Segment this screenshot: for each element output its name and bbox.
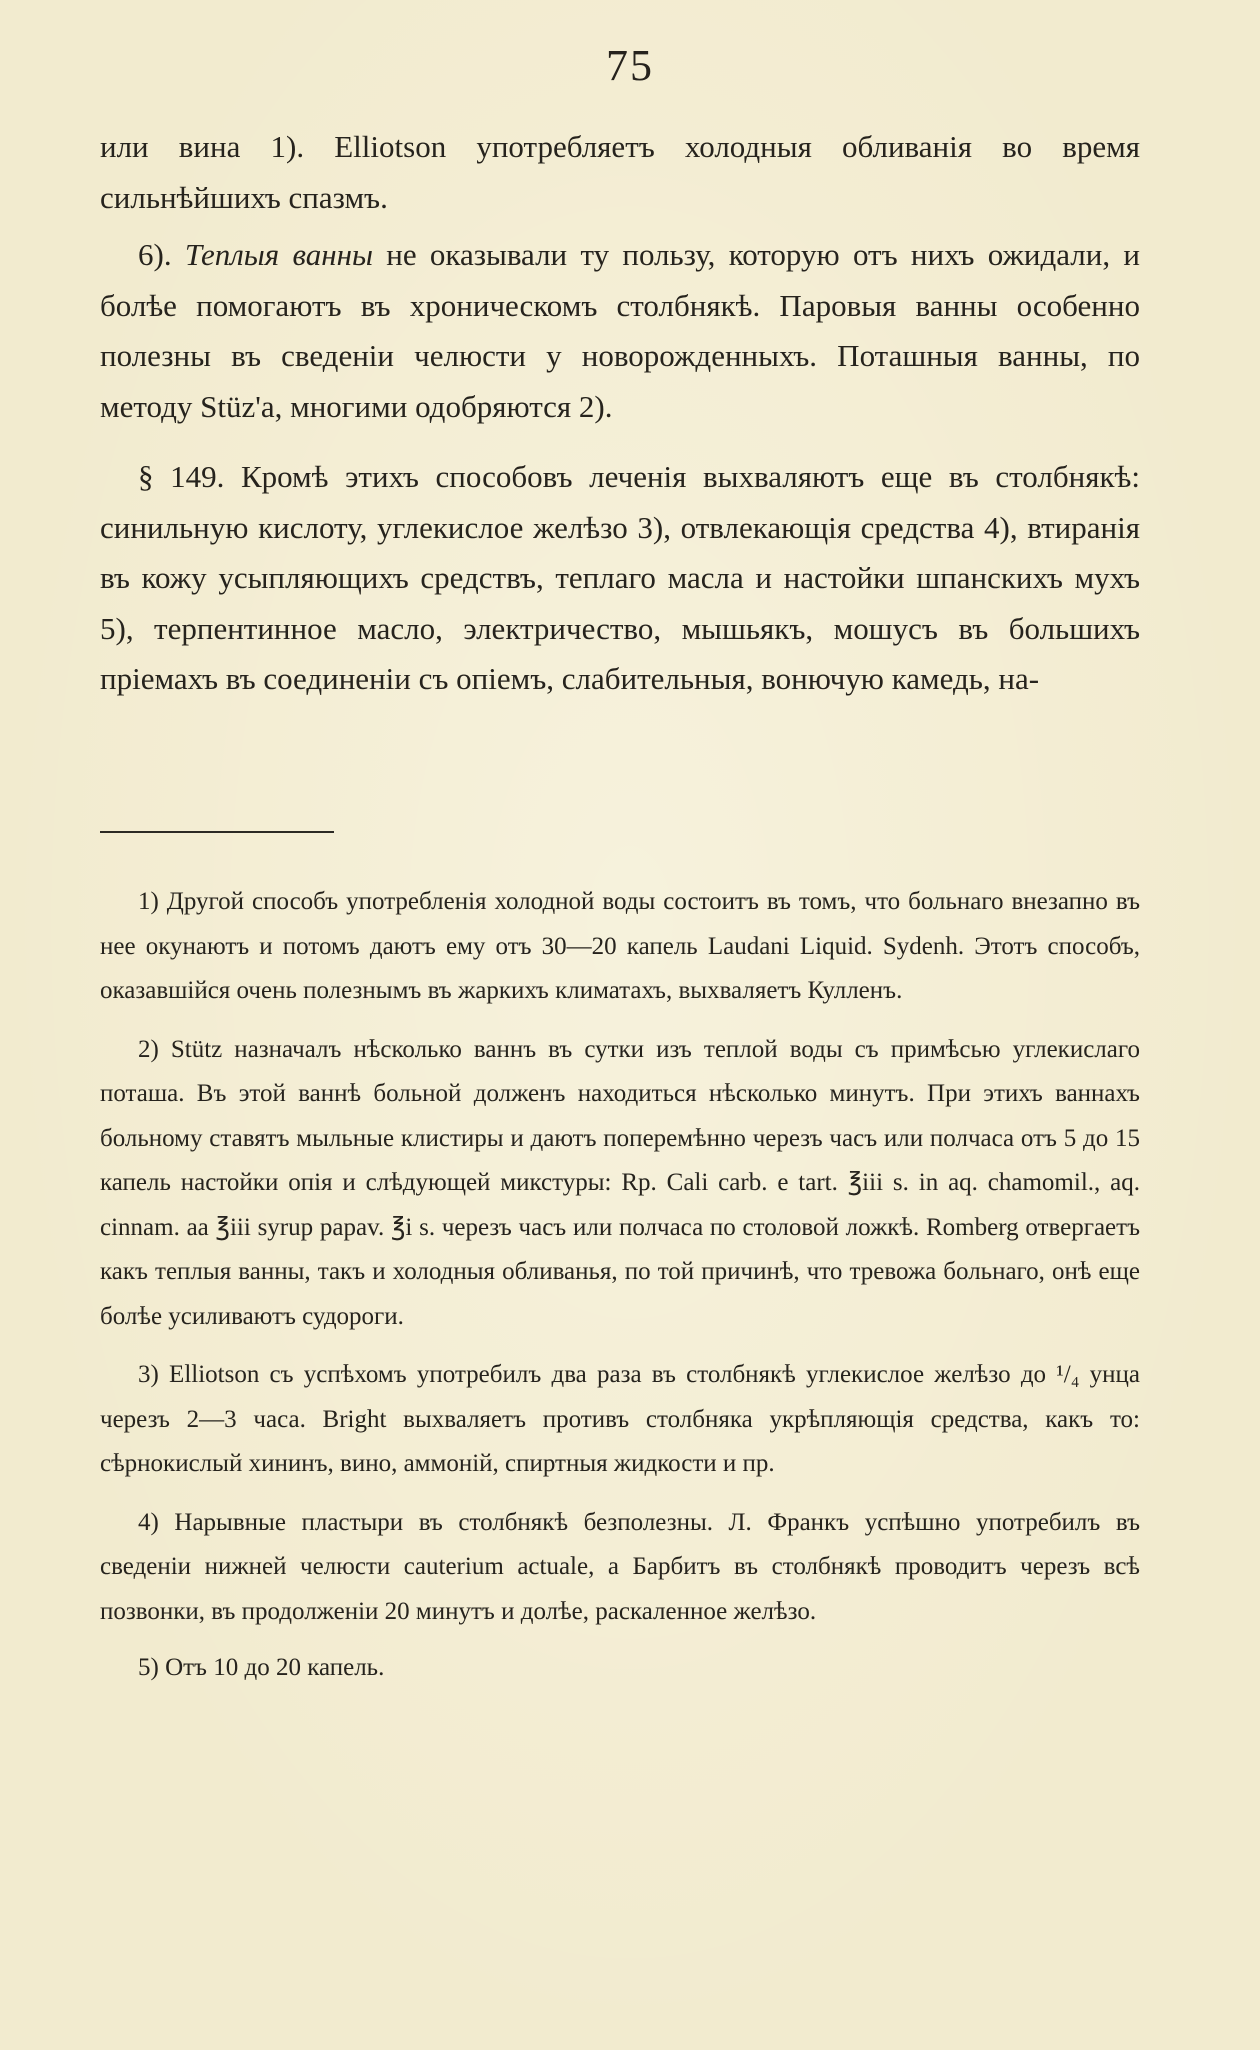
footnote-1: 1) Другой способъ употребленія холодной воды состоитъ въ томъ, что больнаго внезапно въ нее окунаютъ и потомъ даютъ ему отъ 30—20 капель Laudani Liquid. Sydenh. Этотъ способъ, оказавшійся очень полезнымъ въ жаркихъ климатахъ, выхваляетъ Кулленъ. xyxy=(100,888,1140,1004)
footnote-4: 4) Нарывные пластыри въ столбнякѣ безполезны. Л. Франкъ успѣшно употребилъ въ сведеніи нижней челюсти cauterium actuale, а Барбитъ въ столбнякѣ проводитъ черезъ всѣ позвонки, въ продолженіи 20 минутъ и долѣе, раскаленное желѣзо. xyxy=(100,1508,1140,1625)
paragraph-warm-baths xyxy=(100,230,1140,432)
footnote-separator xyxy=(100,831,334,833)
page-number: 75 xyxy=(606,41,654,90)
italic-term: Теплыя ванны xyxy=(184,237,373,272)
paragraph-continuation: или вина 1). Elliotson употребляетъ холодныя обливанія во время сильнѣйшихъ спазмъ. xyxy=(100,129,1140,215)
footnote-3: 3) Elliotson съ успѣхомъ употребилъ два раза въ столбнякѣ углекислое желѣзо до ¹/₄ унца черезъ 2—3 часа. Bright выхваляетъ противъ столбняка укрѣпляющія средства, какъ то: сѣрнокислый хининъ, вино, аммоній, спиртныя жидкости и пр. xyxy=(100,1361,1140,1477)
footnote-5: 5) Отъ 10 до 20 капель. xyxy=(138,1654,385,1681)
footnotes xyxy=(100,880,1140,1701)
paragraph-number: 6). xyxy=(138,237,185,272)
section-149: § 149. Кромѣ этихъ способовъ леченія выхваляютъ еще въ столбнякѣ: синильную кислоту, углекислое желѣзо 3), отвлекающія средства 4), втиранія въ кожу усыпляющихъ средствъ, теплаго масла и настойки шпанскихъ мухъ 5), терпентинное масло, электричество, мышьякъ, мошусъ въ большихъ пріемахъ въ соединеніи съ опіемъ, слабительныя, вонючую камедь, на- xyxy=(100,459,1140,696)
main-text xyxy=(100,122,1140,712)
footnote-2: 2) Stütz назначалъ нѣсколько ваннъ въ сутки изъ теплой воды съ примѣсью углекислаго поташа. Въ этой ваннѣ больной долженъ находиться нѣсколько минутъ. При этихъ ваннахъ больному ставятъ мыльные клистиры и даютъ поперемѣнно черезъ часъ или полчаса отъ 5 до 15 капель настойки опія и слѣдующей микстуры: Rp. Cali carb. e tart. ℥iii s. in aq. chamomil., aq. cinnam. aa ℥iii syrup papav. ℥i s. черезъ часъ или полчаса по столовой ложкѣ. Romberg отвергаетъ какъ теплыя ванны, такъ и холодныя обливанья, по той причинѣ, что тревожа больнаго, онѣ еще болѣе усиливаютъ судороги. xyxy=(100,1035,1140,1330)
paragraph-body: не оказывали ту пользу, которую отъ нихъ ожидали, и болѣе помогаютъ въ хроническомъ столбнякѣ. Паровыя ванны особенно полезны въ сведеніи челюсти у новорожденныхъ. Поташныя ванны, по методу Stüz'a, многими одобряются 2). xyxy=(100,237,1140,424)
